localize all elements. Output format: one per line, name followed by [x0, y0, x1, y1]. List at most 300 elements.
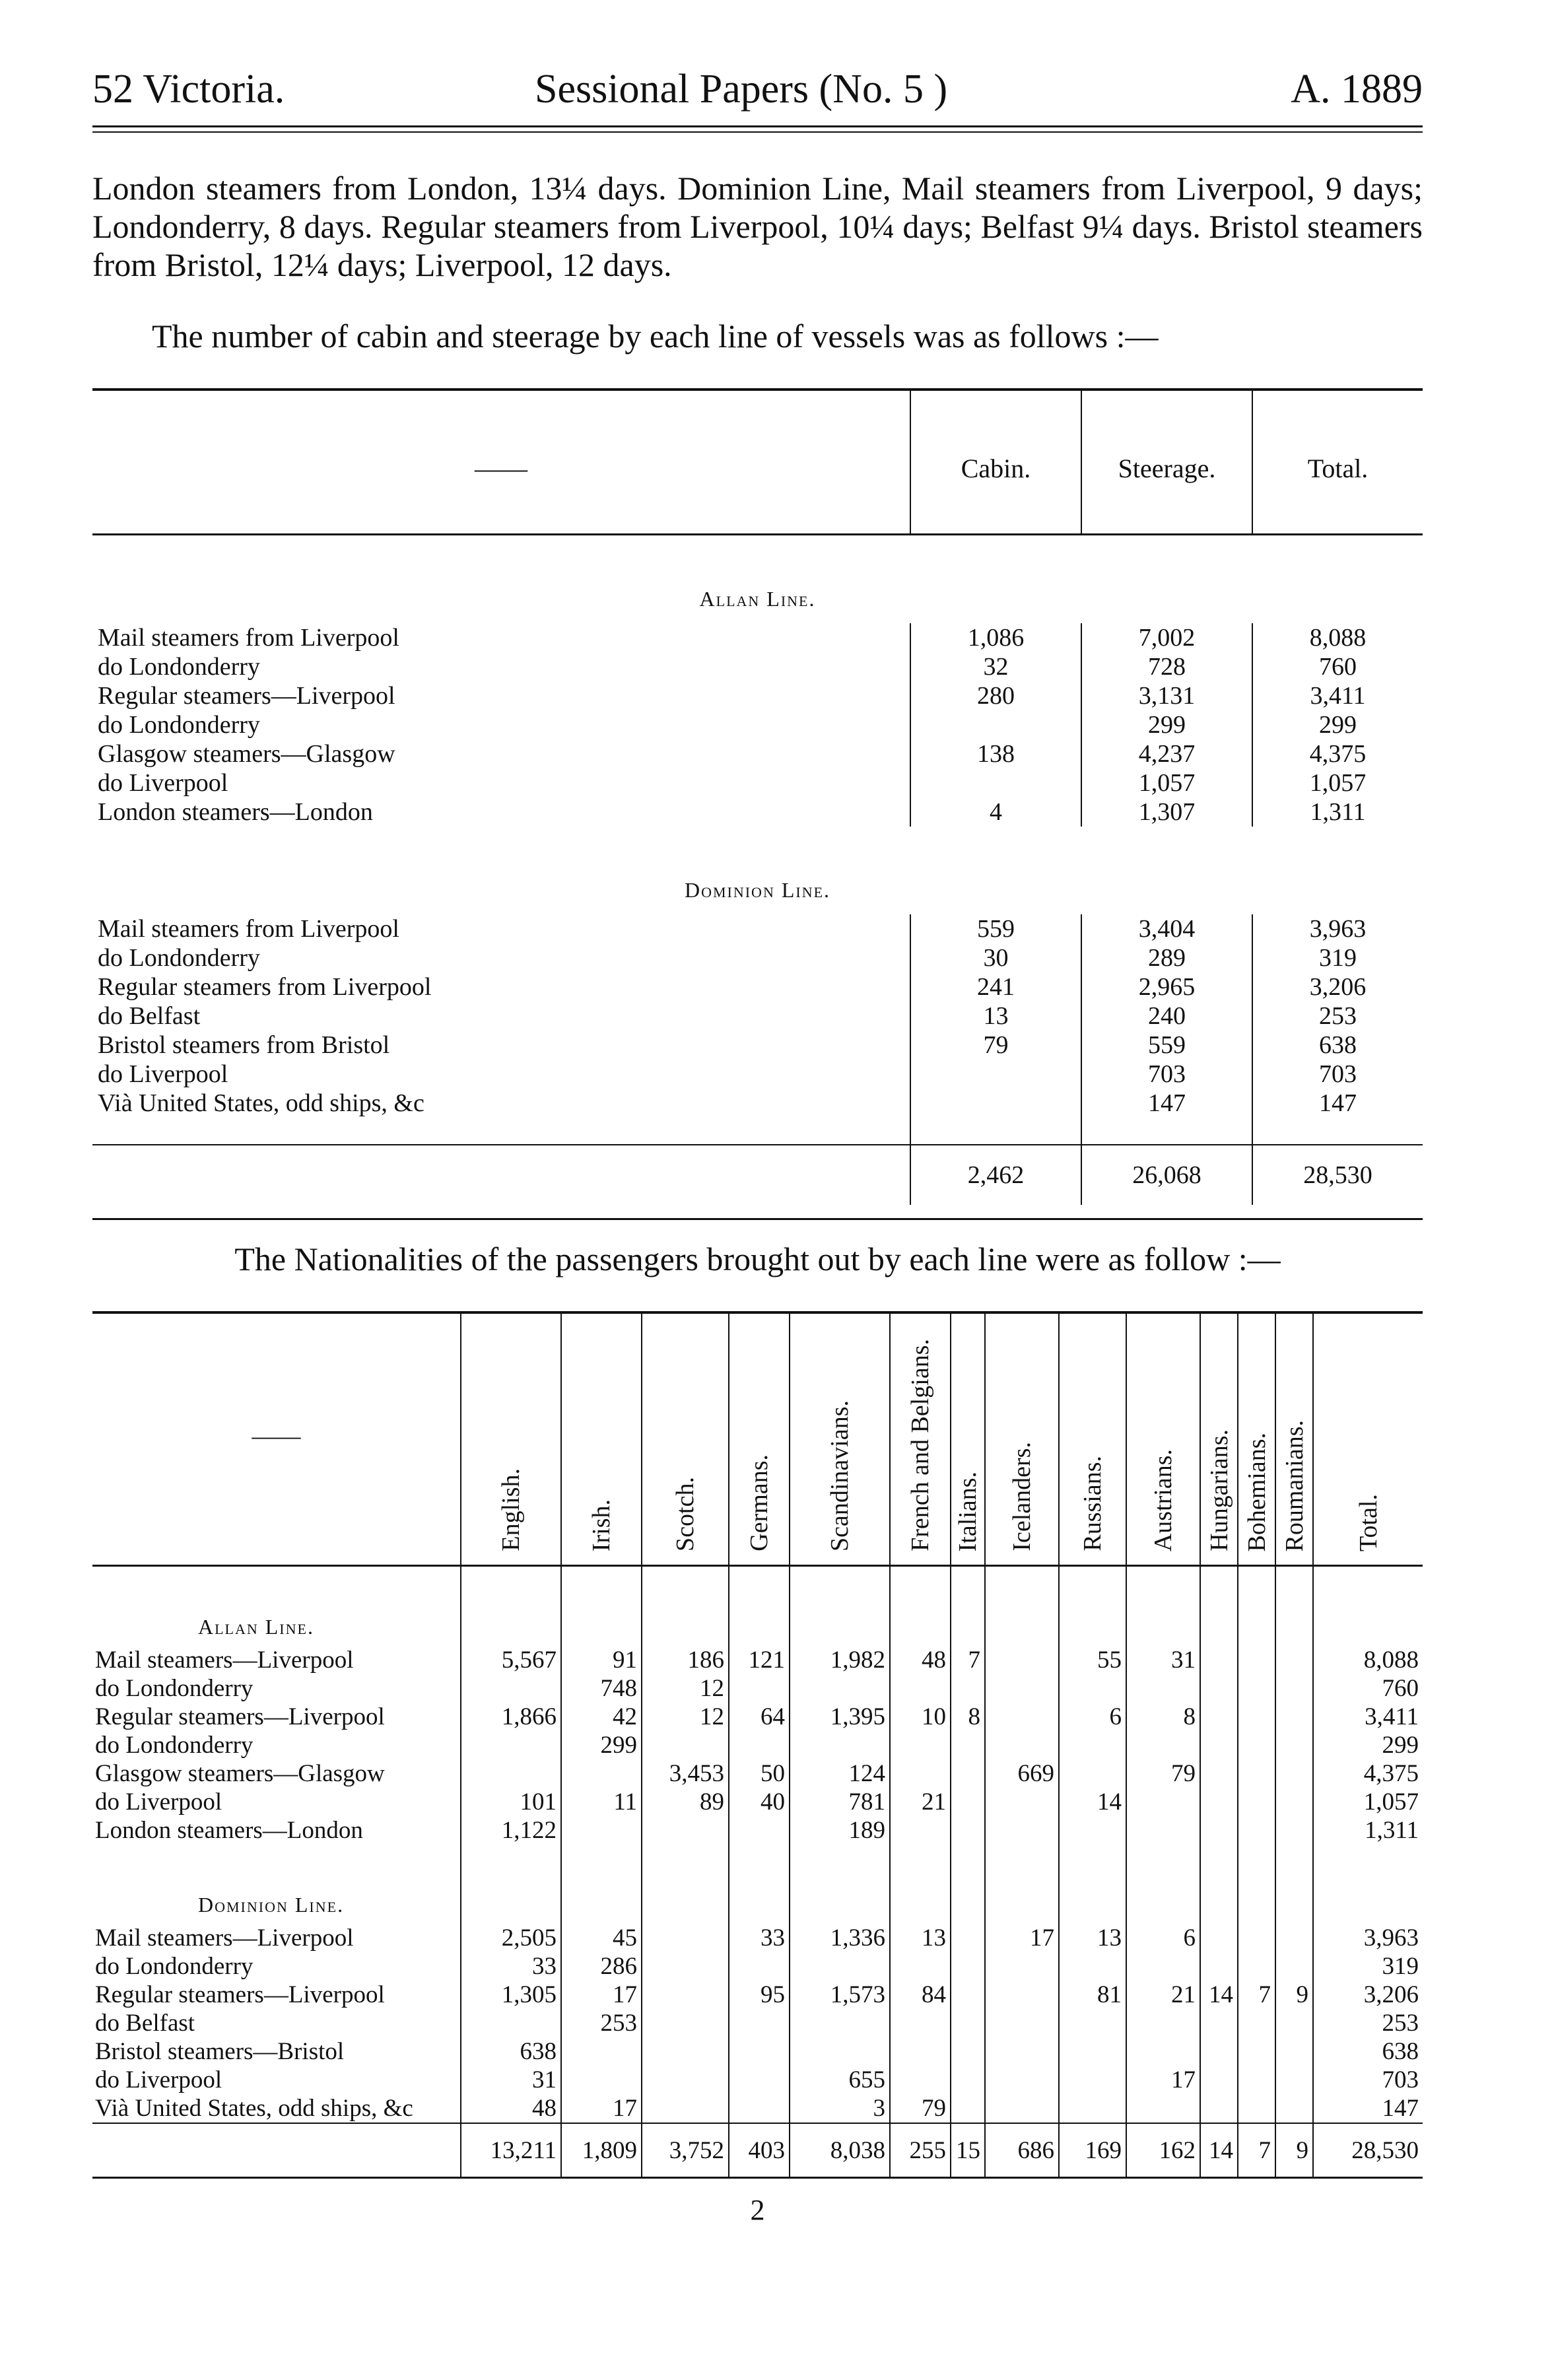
- data-cell: 2,505: [461, 1924, 561, 1952]
- cabin-cell: 13: [910, 1002, 1081, 1031]
- table-row: [92, 943, 1423, 972]
- data-cell: 189: [790, 1816, 890, 1845]
- data-cell: 6: [1126, 1924, 1200, 1952]
- column-header: [461, 1312, 561, 1566]
- data-cell: 3: [790, 2094, 890, 2123]
- data-cell: 50: [729, 1759, 790, 1788]
- steerage-cell: 289: [1081, 943, 1252, 972]
- table-row: [92, 1646, 1423, 1674]
- data-cell: [985, 1646, 1059, 1674]
- total-cell: 255: [890, 2123, 951, 2178]
- table-row: [92, 1703, 1423, 1731]
- blank-cell: [1275, 1566, 1313, 1647]
- data-cell: 17: [985, 1924, 1059, 1952]
- data-cell: [951, 2066, 985, 2094]
- blank-cell: [1200, 1845, 1238, 1924]
- total-cell: 8,038: [790, 2123, 890, 2178]
- data-cell: 48: [461, 2094, 561, 2123]
- data-cell: [461, 1674, 561, 1703]
- data-cell: [951, 2094, 985, 2123]
- cabin-cell: [910, 1060, 1081, 1089]
- data-cell: 89: [642, 1788, 729, 1816]
- blank-cell: [985, 1845, 1059, 1924]
- data-cell: [642, 1952, 729, 1981]
- row-label: do Liverpool: [98, 769, 228, 797]
- total-cell: 9: [1275, 2123, 1313, 2178]
- steerage-cell: 7,002: [1081, 623, 1252, 652]
- data-cell: 21: [890, 1788, 951, 1816]
- data-cell: 253: [561, 2009, 642, 2037]
- table-row: [92, 739, 1423, 768]
- data-cell: 40: [729, 1788, 790, 1816]
- blank-cell: [790, 1566, 890, 1647]
- cabin-cell: 4: [910, 798, 1081, 827]
- data-cell: 91: [561, 1646, 642, 1674]
- data-cell: [561, 1816, 642, 1845]
- row-label: Regular steamers—Liverpool: [95, 1981, 385, 2008]
- grand-total: 28,530: [1252, 1145, 1423, 1205]
- blank-cell: [729, 1845, 790, 1924]
- total-cell: 147: [1252, 1089, 1423, 1118]
- cabin-cell: 32: [910, 652, 1081, 681]
- data-cell: 79: [1126, 1759, 1200, 1788]
- data-cell: [1059, 2094, 1126, 2123]
- data-cell: 1,982: [790, 1646, 890, 1674]
- data-cell: 1,305: [461, 1981, 561, 2009]
- data-cell: 121: [729, 1646, 790, 1674]
- total-cell: 1,057: [1252, 768, 1423, 798]
- data-cell: [1200, 2037, 1238, 2066]
- column-header: [985, 1312, 1059, 1566]
- data-cell: [461, 1731, 561, 1759]
- data-cell: [1126, 1952, 1200, 1981]
- data-cell: [1238, 2094, 1275, 2123]
- data-cell: [1059, 1674, 1126, 1703]
- data-cell: [1200, 1816, 1238, 1845]
- blank-cell: [951, 1845, 985, 1924]
- data-cell: [951, 1731, 985, 1759]
- data-cell: [461, 2009, 561, 2037]
- data-cell: [1126, 1674, 1200, 1703]
- data-cell: [1200, 1759, 1238, 1788]
- data-cell: [890, 1674, 951, 1703]
- blank-cell: [1126, 1566, 1200, 1647]
- data-cell: 101: [461, 1788, 561, 1816]
- data-cell: 760: [1313, 1674, 1423, 1703]
- section-row: [92, 827, 1423, 914]
- totals-row: [92, 2123, 1423, 2178]
- data-cell: [729, 1674, 790, 1703]
- section-title: Allan Line.: [699, 587, 816, 611]
- blank-cell: [642, 1845, 729, 1924]
- table-body: [92, 1566, 1423, 2178]
- data-cell: [1238, 2009, 1275, 2037]
- data-cell: [951, 1981, 985, 2009]
- blank-cell: [1275, 1845, 1313, 1924]
- row-label: do Liverpool: [95, 1788, 222, 1816]
- data-cell: 9: [1275, 1981, 1313, 2009]
- data-cell: 147: [1313, 2094, 1423, 2123]
- blank-cell: [1200, 1566, 1238, 1647]
- data-cell: [951, 1759, 985, 1788]
- data-cell: 13: [890, 1924, 951, 1952]
- row-label: do Londonderry: [98, 944, 260, 972]
- data-cell: 84: [890, 1981, 951, 2009]
- cabin-cell: 241: [910, 972, 1081, 1002]
- section-title: Allan Line.: [198, 1615, 314, 1639]
- cabin-cell: [910, 768, 1081, 798]
- blank-cell: [642, 1566, 729, 1647]
- data-cell: 7: [951, 1646, 985, 1674]
- column-header-label: Irish.: [588, 1499, 615, 1551]
- total-cell: 28,530: [1313, 2123, 1423, 2178]
- data-cell: [951, 1788, 985, 1816]
- header-title: Sessional Papers (No. 5 ): [535, 67, 948, 112]
- total-cell: 3,411: [1252, 681, 1423, 710]
- data-cell: [729, 2066, 790, 2094]
- steerage-cell: 559: [1081, 1031, 1252, 1060]
- steerage-cell: 2,965: [1081, 972, 1252, 1002]
- data-cell: [561, 1759, 642, 1788]
- data-cell: [1200, 2066, 1238, 2094]
- data-cell: 14: [1059, 1788, 1126, 1816]
- section-row: [92, 1845, 1423, 1924]
- data-cell: [951, 1674, 985, 1703]
- data-cell: 3,206: [1313, 1981, 1423, 2009]
- data-cell: [1200, 1731, 1238, 1759]
- data-cell: 31: [1126, 1646, 1200, 1674]
- table-row: [92, 623, 1423, 652]
- data-cell: 1,311: [1313, 1816, 1423, 1845]
- cabin-cell: 138: [910, 739, 1081, 768]
- data-cell: [729, 2009, 790, 2037]
- total-cell: 299: [1252, 710, 1423, 739]
- blank-cell: [1313, 1566, 1423, 1647]
- column-header: [1275, 1312, 1313, 1566]
- data-cell: 8,088: [1313, 1646, 1423, 1674]
- table-row: [92, 1674, 1423, 1703]
- table-row: [92, 1924, 1423, 1952]
- data-cell: [790, 2037, 890, 2066]
- data-cell: 95: [729, 1981, 790, 2009]
- column-header: [1200, 1312, 1238, 1566]
- data-cell: [951, 1924, 985, 1952]
- header-year: A. 1889: [1291, 67, 1423, 112]
- row-label: Mail steamers from Liverpool: [98, 915, 399, 943]
- table-row: [92, 681, 1423, 710]
- table-row: [92, 2066, 1423, 2094]
- column-header-label: Germans.: [745, 1454, 773, 1551]
- blank-cell: [985, 1566, 1059, 1647]
- spacer-cell: [1252, 1118, 1423, 1145]
- data-cell: 31: [461, 2066, 561, 2094]
- spacer-cell: [1081, 1118, 1252, 1145]
- blank-cell: [890, 1845, 951, 1924]
- totals-row: [92, 1145, 1423, 1205]
- table-row: [92, 972, 1423, 1002]
- data-cell: [985, 1703, 1059, 1731]
- data-cell: [1126, 2037, 1200, 2066]
- data-cell: [985, 2094, 1059, 2123]
- column-header-label: Italians.: [954, 1471, 982, 1551]
- total-cell: 319: [1252, 943, 1423, 972]
- table-row: [92, 1952, 1423, 1981]
- column-header-label: Austrians.: [1149, 1448, 1177, 1551]
- table-row: [92, 798, 1423, 827]
- data-cell: 55: [1059, 1646, 1126, 1674]
- intro-paragraph: London steamers from London, 13¼ days. Dominion Line, Mail steamers from Liverpool, 9 days; Londonderry, 8 days. Regular steamers from Liverpool, 10¼ days; Belfast 9¼ days. Bristol steamers from Bristol, 12¼ days; Liverpool, 12 days.: [92, 170, 1423, 283]
- total-cell: 7: [1238, 2123, 1275, 2178]
- row-label: Glasgow steamers—Glasgow: [95, 1760, 385, 1787]
- data-cell: [1275, 1952, 1313, 1981]
- cabin-steerage-table: [92, 388, 1423, 1220]
- data-cell: 4,375: [1313, 1759, 1423, 1788]
- spacer-cell: [92, 1118, 910, 1145]
- row-label: London steamers—London: [98, 798, 373, 826]
- data-cell: [1238, 1646, 1275, 1674]
- blank-cell: [1238, 1566, 1275, 1647]
- data-cell: [790, 1952, 890, 1981]
- total-cell: 253: [1252, 1002, 1423, 1031]
- data-cell: [461, 1759, 561, 1788]
- row-label: do Londonderry: [95, 1675, 254, 1702]
- header-rule: [92, 125, 1423, 127]
- data-cell: [890, 1816, 951, 1845]
- data-cell: [1275, 1674, 1313, 1703]
- data-cell: [985, 1952, 1059, 1981]
- data-cell: [890, 1952, 951, 1981]
- data-cell: 17: [561, 2094, 642, 2123]
- row-label: do Liverpool: [95, 2066, 222, 2093]
- blank-cell: [790, 1845, 890, 1924]
- data-cell: 13: [1059, 1924, 1126, 1952]
- data-cell: [1238, 2037, 1275, 2066]
- header-rule-thin: [92, 131, 1423, 133]
- data-cell: 669: [985, 1759, 1059, 1788]
- data-cell: [561, 2066, 642, 2094]
- steerage-header: Steerage.: [1081, 390, 1252, 535]
- row-label: London steamers—London: [95, 1817, 363, 1844]
- data-cell: 1,573: [790, 1981, 890, 2009]
- data-cell: [1059, 1759, 1126, 1788]
- total-cell: 3,206: [1252, 972, 1423, 1002]
- total-cell: 686: [985, 2123, 1059, 2178]
- data-cell: [985, 1981, 1059, 2009]
- cabin-header: Cabin.: [910, 390, 1081, 535]
- data-cell: [790, 1674, 890, 1703]
- total-cell: 4,375: [1252, 739, 1423, 768]
- data-cell: 299: [561, 1731, 642, 1759]
- data-cell: [642, 2066, 729, 2094]
- column-header: [790, 1312, 890, 1566]
- total-cell: 3,752: [642, 2123, 729, 2178]
- data-cell: [1200, 1952, 1238, 1981]
- data-cell: [1275, 1759, 1313, 1788]
- blank-cell: [461, 1845, 561, 1924]
- data-cell: [561, 2037, 642, 2066]
- data-cell: [1275, 2094, 1313, 2123]
- data-cell: 21: [1126, 1981, 1200, 2009]
- data-cell: 45: [561, 1924, 642, 1952]
- table-row: [92, 1759, 1423, 1788]
- data-cell: [1200, 2094, 1238, 2123]
- data-cell: [985, 1731, 1059, 1759]
- data-cell: 638: [1313, 2037, 1423, 2066]
- total-cell: 3,963: [1252, 914, 1423, 943]
- data-cell: [642, 1816, 729, 1845]
- blank-header: ——: [92, 1312, 461, 1566]
- row-label: do Londonderry: [98, 653, 260, 681]
- blank-cell: [1313, 1845, 1423, 1924]
- data-cell: [1238, 1674, 1275, 1703]
- data-cell: 8: [1126, 1703, 1200, 1731]
- data-cell: 703: [1313, 2066, 1423, 2094]
- total-cell: 403: [729, 2123, 790, 2178]
- row-label: Vià United States, odd ships, &c: [95, 2095, 413, 2122]
- data-cell: [1238, 1703, 1275, 1731]
- column-header-label: Icelanders.: [1008, 1442, 1036, 1551]
- column-header: [1059, 1312, 1126, 1566]
- total-cell: 760: [1252, 652, 1423, 681]
- blank-cell: [1238, 1845, 1275, 1924]
- page-number: 2: [750, 2194, 765, 2226]
- data-cell: 319: [1313, 1952, 1423, 1981]
- data-cell: [1275, 2066, 1313, 2094]
- blank-header: ——: [92, 390, 910, 535]
- data-cell: 5,567: [461, 1646, 561, 1674]
- data-cell: [1200, 1646, 1238, 1674]
- steerage-cell: 703: [1081, 1060, 1252, 1089]
- steerage-cell: 1,307: [1081, 798, 1252, 827]
- steerage-cell: 1,057: [1081, 768, 1252, 798]
- data-cell: [1275, 1924, 1313, 1952]
- data-cell: [1200, 2009, 1238, 2037]
- row-label: Mail steamers from Liverpool: [98, 624, 399, 652]
- table-header-row: [92, 390, 1423, 535]
- column-header: [890, 1312, 951, 1566]
- blank-cell: [561, 1566, 642, 1647]
- data-cell: 1,395: [790, 1703, 890, 1731]
- data-cell: [1275, 1816, 1313, 1845]
- blank-cell: [890, 1566, 951, 1647]
- table-header-row: [92, 1312, 1423, 1566]
- row-label: do Belfast: [98, 1002, 201, 1030]
- blank-cell: [729, 1566, 790, 1647]
- table-row: [92, 2094, 1423, 2123]
- column-header-label: Total.: [1354, 1493, 1382, 1551]
- data-cell: 299: [1313, 1731, 1423, 1759]
- steerage-cell: 299: [1081, 710, 1252, 739]
- table-row: [92, 1002, 1423, 1031]
- row-label: Regular steamers—Liverpool: [98, 682, 395, 710]
- row-label: Vià United States, odd ships, &c: [98, 1089, 424, 1117]
- data-cell: [1059, 1731, 1126, 1759]
- data-cell: [1126, 1788, 1200, 1816]
- blank-cell: [1059, 1845, 1126, 1924]
- data-cell: 1,866: [461, 1703, 561, 1731]
- total-cell: 13,211: [461, 2123, 561, 2178]
- total-cell: 703: [1252, 1060, 1423, 1089]
- row-label: Mail steamers—Liverpool: [95, 1924, 354, 1952]
- data-cell: [1275, 1646, 1313, 1674]
- data-cell: [890, 2066, 951, 2094]
- totals-label: [92, 1145, 910, 1205]
- column-header-label: French and Belgians.: [906, 1339, 934, 1551]
- cabin-cell: 1,086: [910, 623, 1081, 652]
- row-label: do Londonderry: [95, 1732, 254, 1759]
- data-cell: [1126, 2009, 1200, 2037]
- table-row: [92, 1816, 1423, 1845]
- cabin-total: 2,462: [910, 1145, 1081, 1205]
- data-cell: 3,411: [1313, 1703, 1423, 1731]
- data-cell: 33: [729, 1924, 790, 1952]
- data-cell: 10: [890, 1703, 951, 1731]
- table-row: [92, 710, 1423, 739]
- data-cell: [1059, 1816, 1126, 1845]
- steerage-cell: 4,237: [1081, 739, 1252, 768]
- blank-cell: [1126, 1845, 1200, 1924]
- total-cell: 15: [951, 2123, 985, 2178]
- data-cell: 81: [1059, 1981, 1126, 2009]
- nationalities-caption: The Nationalities of the passengers brought out by each line were as follow :—: [234, 1241, 1281, 1277]
- document-page: [92, 53, 1423, 2227]
- cabin-cell: [910, 1089, 1081, 1118]
- data-cell: [951, 1816, 985, 1845]
- row-label: Regular steamers from Liverpool: [98, 973, 432, 1001]
- data-cell: 17: [1126, 2066, 1200, 2094]
- steerage-cell: 240: [1081, 1002, 1252, 1031]
- steerage-cell: 3,131: [1081, 681, 1252, 710]
- data-cell: [1126, 1816, 1200, 1845]
- header-volume: 52 Victoria.: [92, 67, 285, 112]
- data-cell: 6: [1059, 1703, 1126, 1731]
- row-label: Glasgow steamers—Glasgow: [98, 740, 395, 768]
- column-header-label: Scotch.: [671, 1477, 699, 1551]
- column-header: [561, 1312, 642, 1566]
- column-header: [951, 1312, 985, 1566]
- table-row: [92, 652, 1423, 681]
- data-cell: [790, 1731, 890, 1759]
- data-cell: [985, 2066, 1059, 2094]
- row-label: Bristol steamers—Bristol: [95, 2038, 345, 2065]
- steerage-cell: 3,404: [1081, 914, 1252, 943]
- data-cell: [642, 1731, 729, 1759]
- row-label: Mail steamers—Liverpool: [95, 1647, 354, 1674]
- data-cell: [1059, 1952, 1126, 1981]
- data-cell: [729, 1731, 790, 1759]
- section-row: [92, 1566, 1423, 1647]
- data-cell: 14: [1200, 1981, 1238, 2009]
- data-cell: [1059, 2066, 1126, 2094]
- table-bottom-rule: [92, 1205, 1423, 1219]
- table-row: [92, 1981, 1423, 2009]
- data-cell: 655: [790, 2066, 890, 2094]
- data-cell: [729, 1816, 790, 1845]
- data-cell: [642, 1981, 729, 2009]
- data-cell: 638: [461, 2037, 561, 2066]
- running-header: [92, 53, 1423, 125]
- data-cell: [642, 1924, 729, 1952]
- column-header: [729, 1312, 790, 1566]
- data-cell: 17: [561, 1981, 642, 2009]
- section-title: Dominion Line.: [198, 1893, 345, 1917]
- spacer-row: [92, 1118, 1423, 1145]
- total-cell: 8,088: [1252, 623, 1423, 652]
- data-cell: [1059, 2037, 1126, 2066]
- total-cell: 1,809: [561, 2123, 642, 2178]
- data-cell: [985, 1816, 1059, 1845]
- data-cell: 1,336: [790, 1924, 890, 1952]
